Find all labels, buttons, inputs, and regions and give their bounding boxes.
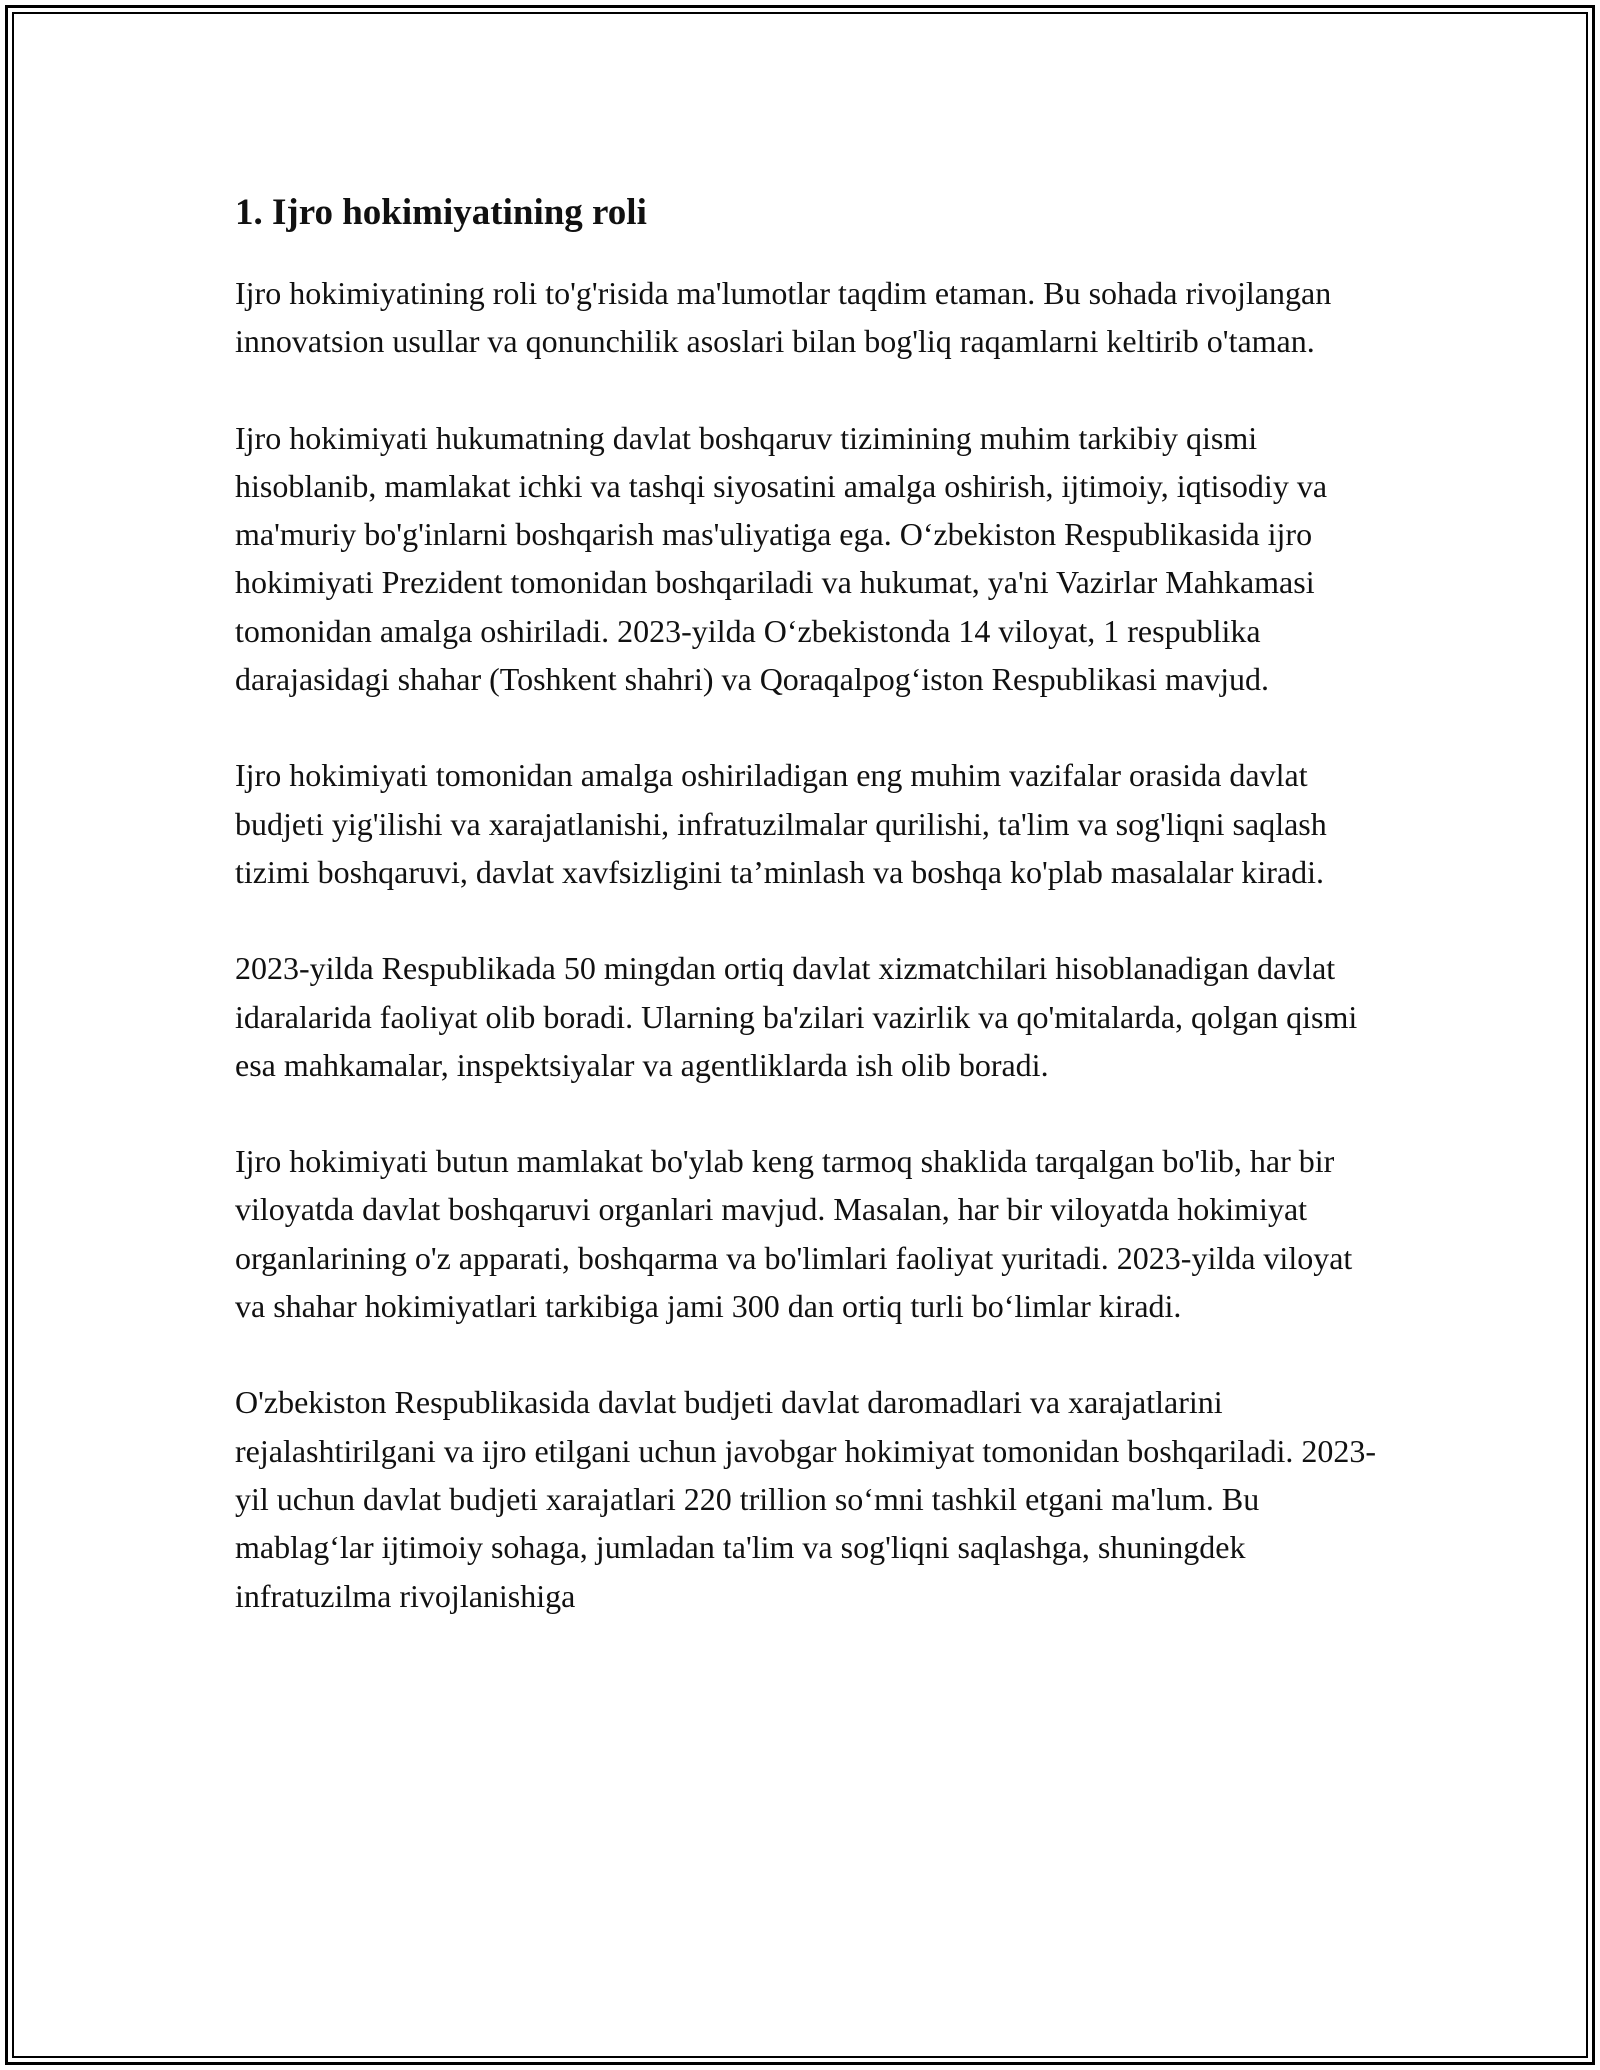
section-title: 1. Ijro hokimiyatining roli xyxy=(235,192,647,233)
document-body xyxy=(235,187,1380,1668)
paragraph-regional-bodies: Ijro hokimiyati butun mamlakat bo'ylab keng tarmoq shaklida tarqalgan bo'lib, har bir viloyatda davlat boshqaruvi organlari mavjud. Masalan, har bir viloyatda hokimiyat organlarining o'z apparati, boshqarma va bo'limlari faoliyat yuritadi. 2023-yilda viloyat va shahar hokimiyatlari tarkibiga jami 300 dan ortiq turli bo‘limlar kiradi. xyxy=(235,1143,1353,1325)
paragraph-state-budget: O'zbekiston Respublikasida davlat budjeti davlat daromadlari va xarajatlarini rejalashtirilgani va ijro etilgani uchun javobgar hokimiyat tomonidan boshqariladi. 2023-yil uchun davlat budjeti xarajatlari 220 trillion so‘mni tashkil etgani ma'lum. Bu mablag‘lar ijtimoiy sohaga, jumladan ta'lim va sog'liqni saqlashga, shuningdek infratuzilma rivojlanishiga xyxy=(235,1384,1377,1614)
paragraph-executive-structure: Ijro hokimiyati hukumatning davlat boshqaruv tizimining muhim tarkibiy qismi hisoblanib, mamlakat ichki va tashqi siyosatini amalga oshirish, ijtimoiy, iqtisodiy va ma'muriy bo'g'inlarni boshqarish mas'uliyatiga ega. O‘zbekiston Respublikasida ijro hokimiyati Prezident tomonidan boshqariladi va hukumat, ya'ni Vazirlar Mahkamasi tomonidan amalga oshiriladi. 2023-yilda O‘zbekistonda 14 viloyat, 1 respublika darajasidagi shahar (Toshkent shahri) va Qoraqalpog‘iston Respublikasi mavjud. xyxy=(235,419,1328,698)
paragraph-main-tasks: Ijro hokimiyati tomonidan amalga oshiriladigan eng muhim vazifalar orasida davlat budjeti yig'ilishi va xarajatlanishi, infratuzilmalar qurilishi, ta'lim va sog'liqni saqlash tizimi boshqaruvi, davlat xavfsizligini ta’minlash va boshqa ko'plab masalalar kiradi. xyxy=(235,757,1327,890)
paragraph-civil-servants: 2023-yilda Respublikada 50 mingdan ortiq davlat xizmatchilari hisoblanadigan davlat idaralarida faoliyat olib boradi. Ularning ba'zilari vazirlik va qo'mitalarda, qolgan qismi esa mahkamalar, inspektsiyalar va agentliklarda ish olib boradi. xyxy=(235,950,1358,1083)
paragraph-intro: Ijro hokimiyatining roli to'g'risida ma'lumotlar taqdim etaman. Bu sohada rivojlangan innovatsion usullar va qonunchilik asoslari bilan bog'liq raqamlarni keltirib o'taman. xyxy=(235,275,1332,360)
